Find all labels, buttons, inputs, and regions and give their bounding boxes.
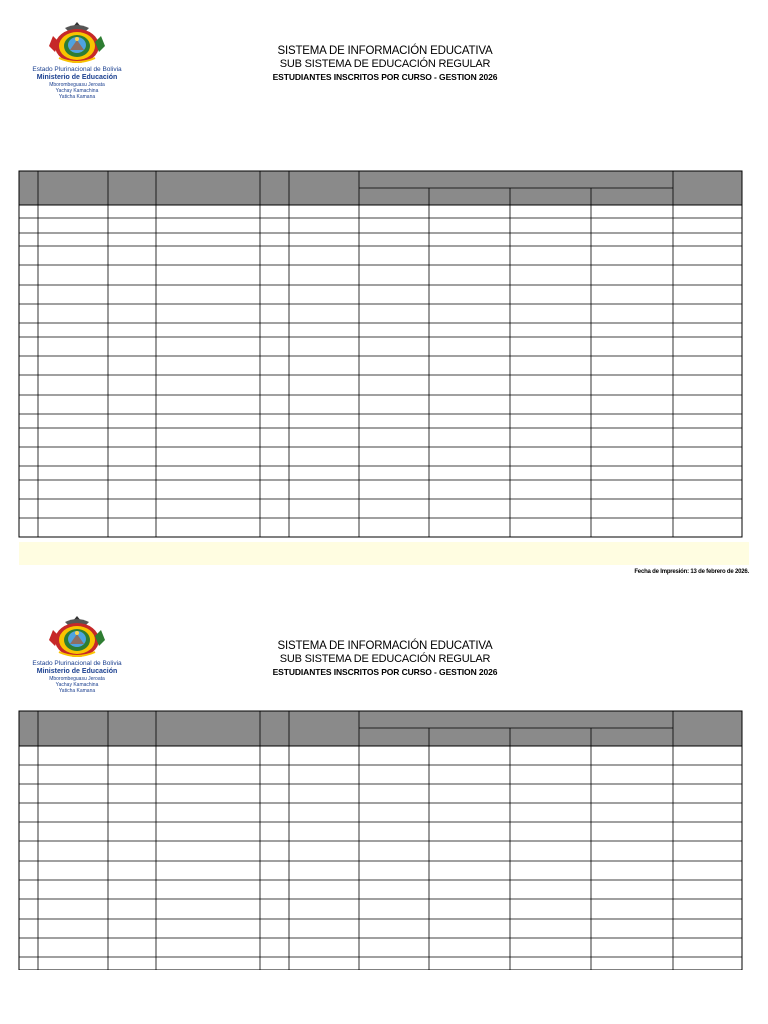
logo-text-quechua: Yachay Kamachina [55, 682, 99, 688]
logo-text-ministry: Ministerio de Educación [36, 668, 118, 675]
report-title: SISTEMA DE INFORMACIÓN EDUCATIVA [277, 640, 493, 652]
logo-text-aymara: Yaticha Kamana [58, 688, 96, 694]
logo-text-state: Estado Plurinacional de Bolivia [32, 66, 122, 73]
logo-text-state: Estado Plurinacional de Bolivia [32, 660, 122, 667]
bolivia-coat-of-arms-icon [45, 612, 109, 660]
report-title-block [200, 639, 570, 678]
report-title: SISTEMA DE INFORMACIÓN EDUCATIVA [277, 45, 493, 57]
logo-text-aymara: Yaticha Kamana [58, 94, 96, 100]
logo-text-quechua: Yachay Kamachina [55, 88, 99, 94]
report-subtitle: SUB SISTEMA DE EDUCACIÓN REGULAR [279, 653, 491, 665]
logo-text-guarani: Mborombeguasu Jeroata [49, 676, 105, 682]
logo-text-guarani: Mborombeguasu Jeroata [49, 82, 105, 88]
ministry-logo [22, 612, 132, 694]
logo-text-ministry: Ministerio de Educación [36, 74, 118, 81]
report-subtitle: SUB SISTEMA DE EDUCACIÓN REGULAR [279, 58, 491, 70]
report-heading: ESTUDIANTES INSCRITOS POR CURSO - GESTION 2026 [272, 72, 498, 82]
print-date: Fecha de Impresión: 13 de febrero de 2026. [634, 569, 749, 575]
students-table [0, 700, 768, 970]
report-heading: ESTUDIANTES INSCRITOS POR CURSO - GESTION 2026 [272, 667, 498, 677]
table-header-bg [19, 711, 742, 746]
table-border [19, 711, 742, 970]
